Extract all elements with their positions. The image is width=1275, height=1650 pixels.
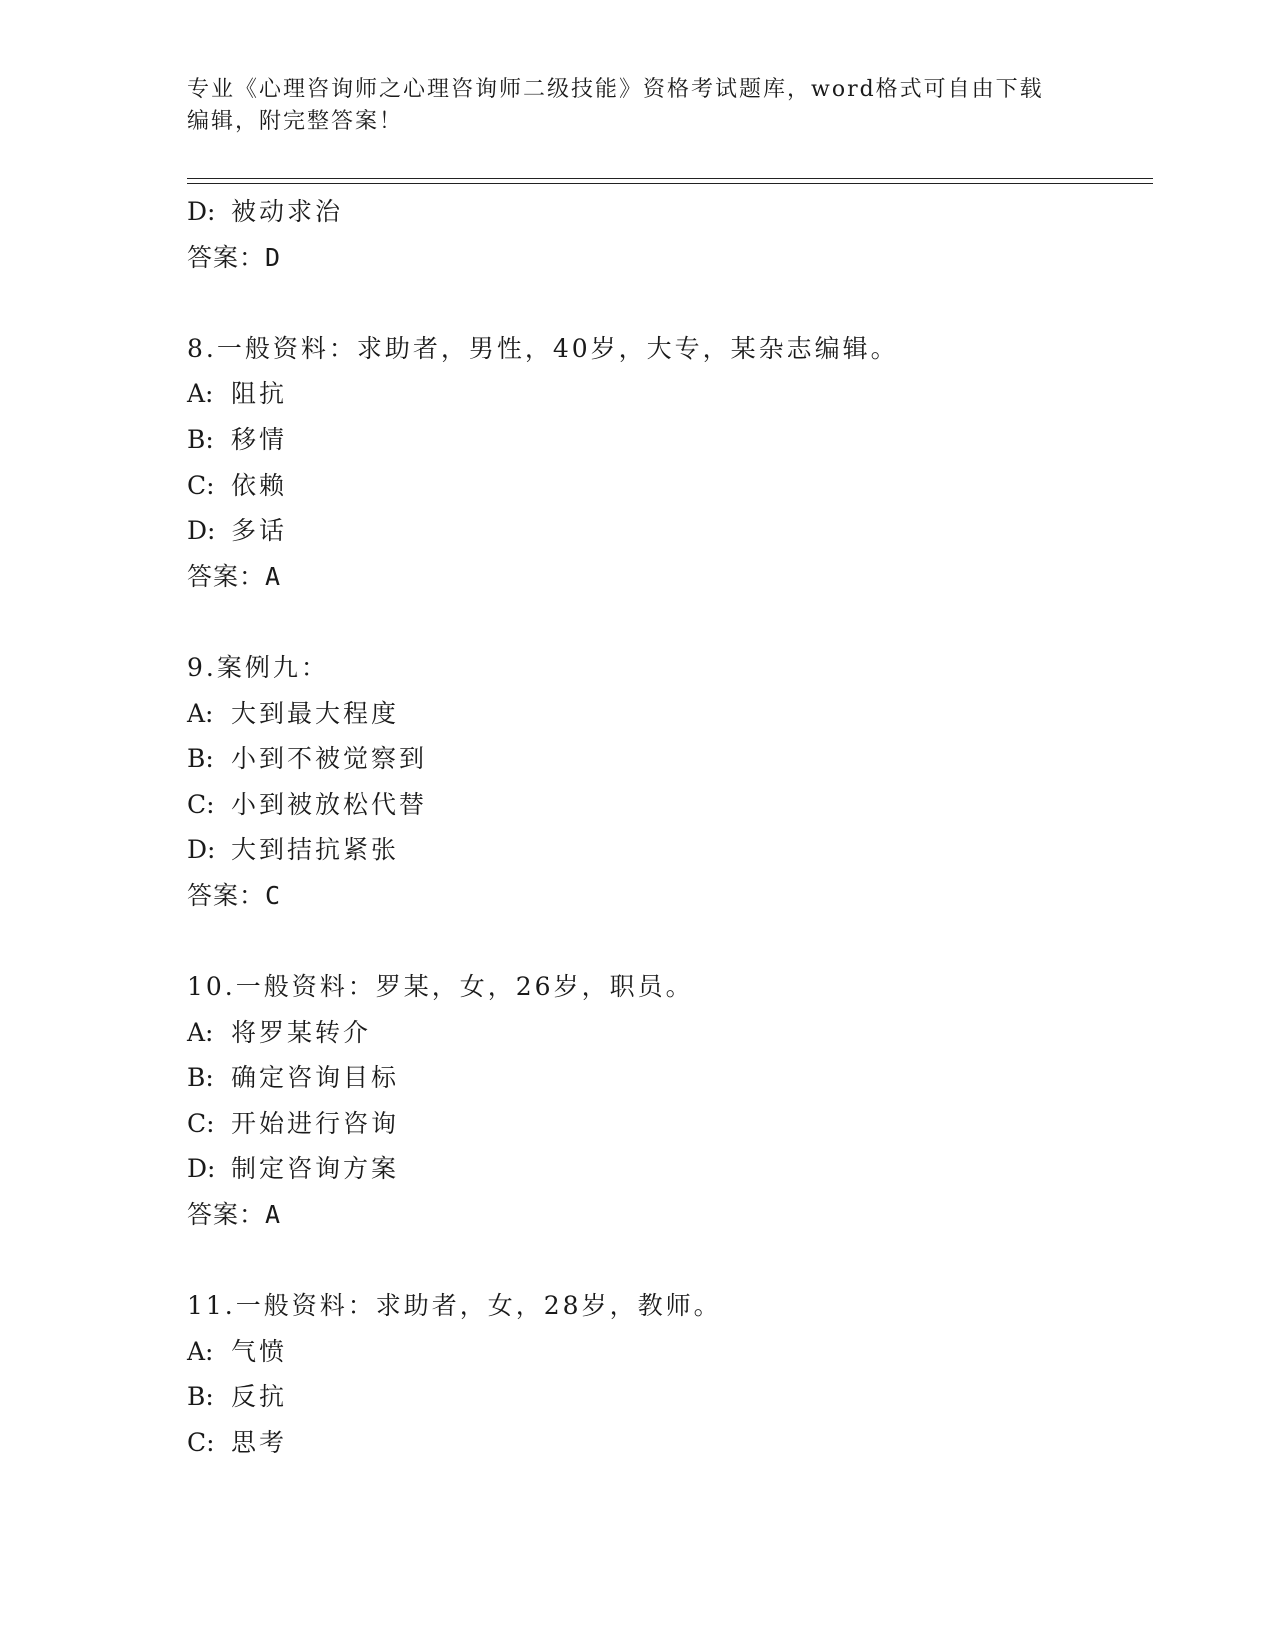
question-block (187, 326, 1147, 600)
option-text: 确定咨询目标 (231, 1063, 400, 1093)
option-label: A: (187, 379, 214, 409)
option-label: A: (187, 698, 214, 728)
option-label: C: (187, 470, 215, 500)
option-text: 反抗 (231, 1382, 288, 1412)
answer-label: 答案： (187, 880, 266, 910)
option-text: 开始进行咨询 (231, 1108, 400, 1138)
option-text: 大到最大程度 (231, 698, 400, 728)
option-label: A: (187, 1336, 214, 1366)
option-text: 移情 (231, 424, 288, 454)
option-a (187, 371, 1147, 417)
option-d (187, 827, 1147, 873)
option-text: 将罗某转介 (231, 1017, 372, 1047)
answer-value: C (265, 880, 282, 910)
option-d (187, 508, 1147, 554)
header-rule-top (187, 178, 1153, 179)
option-text: 大到拮抗紧张 (231, 835, 400, 865)
option-c (187, 1420, 1147, 1466)
option-b (187, 1374, 1147, 1420)
question-text: 8.一般资料：求助者，男性，40岁，大专，某杂志编辑。 (187, 333, 899, 363)
answer-label: 答案： (187, 1200, 266, 1230)
option-label: B: (187, 424, 214, 454)
question-block (187, 964, 1147, 1238)
spacer (187, 919, 1147, 965)
option-label: A: (187, 1017, 214, 1047)
question-list (187, 189, 1147, 1466)
answer-label: 答案： (187, 561, 266, 591)
option-label: C: (187, 789, 215, 819)
option-text: 小到被放松代替 (231, 789, 428, 819)
answer-line (187, 554, 1147, 600)
option-d (187, 1146, 1147, 1192)
option-b (187, 736, 1147, 782)
spacer (187, 599, 1147, 645)
option-label: D: (187, 1154, 216, 1184)
header-rule-bottom (187, 183, 1153, 184)
option-b (187, 417, 1147, 463)
spacer (187, 1238, 1147, 1284)
option-label: B: (187, 1063, 214, 1093)
answer-line (187, 873, 1147, 919)
answer-label: 答案： (187, 242, 266, 272)
spacer (187, 280, 1147, 326)
option-label: D: (187, 516, 216, 546)
answer-value: A (265, 1200, 282, 1230)
question-text: 10.一般资料：罗某，女，26岁，职员。 (187, 972, 694, 1002)
question-block (187, 189, 1147, 280)
option-text: 小到不被觉察到 (231, 744, 428, 774)
question-text: 11.一般资料：求助者，女，28岁，教师。 (187, 1291, 722, 1321)
option-label: C: (187, 1428, 215, 1458)
option-text: 制定咨询方案 (231, 1154, 400, 1184)
option-text: 阻抗 (231, 379, 288, 409)
question-block (187, 1283, 1147, 1465)
option-a (187, 691, 1147, 737)
document-header: 专业《心理咨询师之心理咨询师二级技能》资格考试题库，word格式可自由下载编辑，附完整答案！ (187, 77, 1044, 134)
question-text: 9.案例九： (187, 652, 329, 682)
answer-value: D (265, 242, 282, 272)
answer-line (187, 235, 1147, 281)
option-label: C: (187, 1108, 215, 1138)
option-text: 被动求治 (231, 197, 344, 226)
option-a (187, 1010, 1147, 1056)
option-c (187, 782, 1147, 828)
option-text: 多话 (231, 516, 288, 546)
option-b (187, 1055, 1147, 1101)
option-label: D: (187, 197, 216, 226)
answer-line (187, 1192, 1147, 1238)
option-text: 依赖 (231, 470, 288, 500)
question-block (187, 645, 1147, 919)
option-label: D: (187, 835, 216, 865)
option-a (187, 1329, 1147, 1375)
option-c (187, 463, 1147, 509)
option-text: 气愤 (231, 1336, 288, 1366)
answer-value: A (265, 561, 282, 591)
option-label: B: (187, 744, 214, 774)
option-label: B: (187, 1382, 214, 1412)
option-c (187, 1101, 1147, 1147)
option-d (187, 189, 1147, 235)
option-text: 思考 (231, 1428, 288, 1458)
